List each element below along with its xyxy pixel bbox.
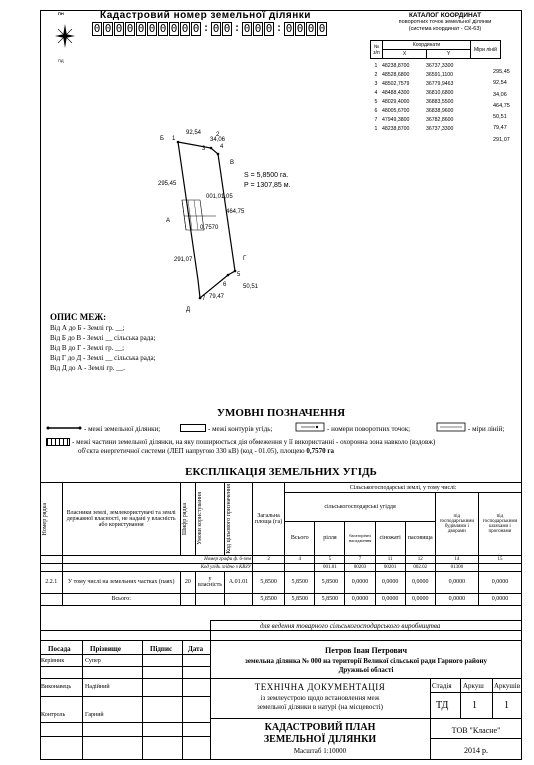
legend-item-1: - межі земельної ділянки; [84, 425, 161, 433]
cadastral-digit: 0 [93, 22, 101, 35]
coord-x: 48238,8700 [382, 63, 410, 69]
doc-subtitle: із землеустрою щодо встановлення меж [260, 694, 380, 702]
contour-symbol-icon [180, 424, 206, 432]
year: 2014 р. [464, 746, 488, 755]
legend-item-2: - межі контурів угідь; [208, 425, 273, 433]
col-arable: рілля [315, 521, 345, 555]
col-ownership: Умови користування [196, 492, 203, 546]
cadastral-digit: 0 [307, 22, 315, 35]
coord-row [370, 98, 470, 107]
col-total: Загальна площа (га) [252, 483, 284, 556]
point-6: 6 [223, 282, 227, 288]
coord-row [370, 89, 470, 98]
doc-subtitle-2: земельної ділянки в натурі (на місцевості) [257, 703, 383, 711]
cadastral-digit: 0 [181, 22, 189, 35]
col-num-14: 14 [435, 555, 478, 563]
code-hay: 00201 [375, 563, 405, 571]
coord-x: 48238,8700 [382, 126, 410, 132]
parcel-boundary [178, 142, 235, 298]
letter-v: В [230, 160, 235, 166]
col-sign: Підпис [150, 645, 173, 653]
boundary-line: Від Г до Д - Землі __ сільська рада; [50, 354, 156, 362]
sheets-header: Аркушів [494, 682, 520, 690]
cell: 0,0000 [375, 571, 405, 593]
coord-y: 36810,6800 [426, 90, 454, 96]
code-pasture: 002.02 [405, 563, 435, 571]
catalog-col-coords: Координати [383, 41, 471, 50]
col-date: Дата [188, 645, 204, 653]
sheet-value: 1 [472, 700, 477, 711]
cell: 0,0000 [405, 593, 435, 605]
cadastral-digit: 0 [285, 22, 293, 35]
edge-label-3-4: 34,06 [210, 137, 226, 143]
cadastral-separator: : [233, 21, 241, 34]
code-arable: 001.01 [315, 563, 345, 571]
coord-row [370, 125, 470, 134]
owner-region: Дружньої області [338, 666, 394, 674]
coord-n: 4 [374, 90, 378, 96]
line-length: 92,54 [493, 80, 507, 87]
cadastral-separator: : [275, 21, 283, 34]
cell: 0,0000 [345, 571, 375, 593]
coord-x: 48005,6700 [382, 108, 410, 114]
explication-table [40, 482, 522, 606]
cell: А.01.01 [224, 571, 252, 593]
col-surname: Прізвище [90, 645, 121, 653]
cadastral-number [92, 22, 328, 36]
table-row [41, 571, 522, 593]
coord-row [370, 80, 470, 89]
catalog-col-lines: Міри ліній [471, 41, 501, 59]
parcel-perimeter: P = 1307,85 м. [244, 182, 291, 189]
edge-label-2-3: 92,54 [186, 130, 202, 136]
cadastral-digit: 0 [148, 22, 156, 35]
cadastral-digit: 0 [126, 22, 134, 35]
line-length: 50,51 [493, 114, 507, 121]
parcel-code: 001,01,05 [206, 194, 233, 200]
cadastral-digit: 0 [104, 22, 112, 35]
col-agri-lands: сільськогосподарські угіддя [285, 493, 436, 522]
col-num-12: 12 [405, 555, 435, 563]
coord-n: 5 [374, 99, 378, 105]
coord-row [370, 71, 470, 80]
boundary-line: Від Д до А - Землі гр. __. [50, 364, 126, 372]
cadastral-digit: 0 [170, 22, 178, 35]
col-pasture: пасовища [405, 521, 435, 555]
col-hay: сіножаті [375, 521, 405, 555]
cell: 0,0000 [375, 593, 405, 605]
restriction-area: 0,7570 [200, 225, 219, 231]
col-perennial: багаторічні насадження [345, 521, 375, 555]
point-4: 4 [220, 144, 224, 150]
coord-n: 1 [374, 126, 378, 132]
boundaries-title: ОПИС МЕЖ: [50, 312, 107, 322]
point-3: 3 [202, 146, 206, 152]
coord-n: 6 [374, 108, 378, 114]
catalog-subtitle: поворотних точок земельної ділянки [398, 19, 492, 25]
parcel-plan [160, 130, 280, 320]
total-label: Всього: [62, 593, 180, 605]
catalog-rows [370, 62, 470, 134]
point-5: 5 [237, 272, 241, 278]
owner-name: Петров Іван Петрович [325, 646, 407, 655]
line-measure-symbol-icon [436, 422, 466, 432]
stage-header: Стадія [432, 682, 452, 690]
person: Гарний [85, 712, 104, 718]
catalog-title: КАТАЛОГ КООРДИНАТ [408, 12, 482, 19]
code-row-label: Код угідь згідно з КВЗУ [62, 563, 252, 571]
coord-x: 48502,7579 [382, 81, 410, 87]
north-label: ПН [58, 11, 64, 16]
col-num-2: 2 [252, 555, 284, 563]
letter-a: А [166, 218, 171, 224]
sheet-header: Аркуш [463, 682, 484, 690]
title-block [40, 622, 522, 760]
col-num-11: 11 [375, 555, 405, 563]
cell: 5,8500 [315, 593, 345, 605]
cadastral-digit: 0 [192, 22, 200, 35]
coord-n: 2 [374, 72, 378, 78]
col-num-15: 15 [478, 555, 521, 563]
coord-row [370, 116, 470, 125]
explication-title: ЕКСПЛІКАЦІЯ ЗЕМЕЛЬНИХ УГІДЬ [185, 466, 377, 478]
boundary-line: Від В до Г - Землі гр. __; [50, 344, 125, 352]
boundaries-list [50, 323, 156, 373]
letter-g: Г [243, 256, 247, 262]
col-purpose: Код цільового призначення [225, 484, 232, 554]
edge-label-6-7: 79,47 [209, 294, 225, 300]
cadastral-separator: : [202, 21, 210, 34]
coord-x: 48528,6800 [382, 72, 410, 78]
edge-label-4-5: 464,75 [226, 209, 245, 215]
boundary-line: Від Б до В - Землі __ сільська рада; [50, 334, 156, 342]
cadastral-digit: 0 [212, 22, 220, 35]
col-roads: під господарськими шляхами і прогонами [478, 493, 521, 556]
line-length: 291,07 [493, 136, 510, 143]
coord-n: 7 [374, 117, 378, 123]
point-2: 2 [216, 132, 220, 138]
col-num-4: 4 [285, 555, 315, 563]
cadastral-digit: 0 [265, 22, 273, 35]
stage-value: ТД [436, 700, 449, 711]
cell: у власність [195, 571, 224, 593]
coord-x: 47949,3800 [382, 117, 410, 123]
point-1-label: 1 [172, 136, 176, 142]
coord-n: 1 [374, 63, 378, 69]
boundary-symbol-icon [46, 424, 82, 432]
line-length: 34,06 [493, 91, 507, 98]
cell: 5,8500 [315, 571, 345, 593]
coord-y: 36591,1100 [426, 72, 454, 78]
col-num-7: 7 [345, 555, 375, 563]
cadastral-digit: 0 [223, 22, 231, 35]
coord-y: 36737,3300 [426, 63, 454, 69]
col-farm: під господарськими будівлями і дворами [435, 493, 478, 556]
restriction-symbol-icon [46, 438, 70, 446]
cadastral-digit: 0 [254, 22, 262, 35]
letter-d: Д [186, 307, 191, 313]
code-perennial: 00203 [345, 563, 375, 571]
south-label: ПД [58, 58, 64, 63]
legend-item-5: - межі частини земельної ділянки, на яку поширюється дія обмеження у її використанні - охоронна зона навколо (вздовж) об'єкта енергетичної системи (ЛЕП напругою 330 кВ) (код - 01.05), площею 0,7570 га [72, 438, 436, 455]
cell: 0,0000 [478, 571, 521, 593]
role: Керівник [41, 658, 65, 664]
legend-item-3: - номери поворотних точок; [327, 425, 411, 433]
letter-b: Б [160, 136, 164, 142]
legend-title: УМОВНІ ПОЗНАЧЕННЯ [216, 407, 346, 419]
parcel-area: S = 5,8500 га. [244, 172, 289, 179]
cell: 2.2.1 [41, 571, 63, 593]
cell: 0,0000 [345, 593, 375, 605]
code-farm: 01300 [435, 563, 478, 571]
sheets-value: 1 [504, 700, 509, 711]
coord-y: 36838,9600 [426, 108, 454, 114]
cell: 5,8500 [285, 593, 315, 605]
cell: 5,8500 [285, 571, 315, 593]
plan-title: КАДАСТРОВИЙ ПЛАН [264, 722, 376, 733]
cell: 5,8500 [252, 593, 284, 605]
cell: 0,0000 [405, 571, 435, 593]
col-owners: Власники землі, землекористувачі та землі державної власності, не надані у власність або користування [62, 483, 180, 556]
catalog-system: (система координат - СК-63) [408, 26, 482, 32]
cadastral-digit: 0 [296, 22, 304, 35]
coord-y: 36779,9463 [426, 81, 454, 87]
cell: 5,8500 [252, 571, 284, 593]
catalog-header [370, 40, 501, 59]
col-num: Номер рядка [42, 502, 48, 536]
role: Контроль [41, 712, 66, 718]
coord-n: 3 [374, 81, 378, 87]
compass-rose-icon [52, 18, 78, 58]
table-row-total [41, 593, 522, 605]
cadastral-digit: 0 [115, 22, 123, 35]
cell: 0,0000 [435, 571, 478, 593]
cell: У тому числі на земельних частках (паях) [62, 571, 180, 593]
edge-label-7-1: 291,07 [174, 257, 193, 263]
cell: 0,0000 [435, 593, 478, 605]
col-all: Всього [285, 521, 315, 555]
doc-title: ТЕХНІЧНА ДОКУМЕНТАЦІЯ [254, 682, 386, 692]
catalog-col-y: Y [427, 50, 471, 59]
coord-row [370, 62, 470, 71]
col-code: Шифр рядка [181, 502, 188, 535]
coord-x: 48488,4300 [382, 90, 410, 96]
catalog-lengths [493, 67, 510, 146]
line-length: 295,45 [493, 69, 510, 75]
line-length: 464,75 [493, 102, 510, 109]
coord-x: 48029,4000 [382, 99, 410, 105]
point-7: 7 [202, 296, 206, 302]
owner-location: земельна ділянка № 000 на території Великої сільської ради Гарного району [245, 657, 487, 665]
cell: 20 [180, 571, 195, 593]
company: ТОВ "Класне" [451, 726, 501, 735]
coord-y: 36737,3300 [426, 126, 454, 132]
edge-label-1-2: 295,45 [158, 181, 177, 187]
edge-label-5-6: 50,51 [243, 284, 259, 290]
cadastral-digit: 0 [159, 22, 167, 35]
col-num-5: 5 [315, 555, 345, 563]
boundary-line: Від А до Б - Землі гр. __; [50, 324, 125, 332]
person: Надійний [85, 684, 110, 690]
coord-row [370, 107, 470, 116]
catalog-col-x: X [383, 50, 427, 59]
catalog-col-n: № з/п [371, 41, 383, 59]
land-purpose: для ведення товарного сільськогосподарського виробництва [260, 622, 441, 630]
cadastral-title: Кадастровий номер земельної ділянки [100, 10, 311, 21]
person: Супер [85, 658, 101, 664]
col-position: Посада [48, 645, 71, 653]
col-agri: Сільськогосподарські землі, у тому числі: [285, 483, 522, 493]
legend-item-4: - міри ліній; [468, 425, 505, 433]
plan-scale: Масштаб 1:10000 [293, 747, 347, 755]
coord-y: 36782,8600 [426, 117, 454, 123]
cadastral-digit: 0 [137, 22, 145, 35]
role: Виконавець [41, 684, 72, 690]
cadastral-digit: 0 [318, 22, 326, 35]
plan-title-2: ЗЕМЕЛЬНОЇ ДІЛЯНКИ [263, 734, 377, 745]
turning-point-symbol-icon [295, 422, 325, 432]
form-row-label: Номер графи ф. 6-зем [62, 555, 252, 563]
cell: 0,0000 [478, 593, 521, 605]
cadastral-digit: 0 [243, 22, 251, 35]
coord-y: 36883,5500 [426, 99, 454, 105]
line-length: 79,47 [493, 125, 507, 132]
